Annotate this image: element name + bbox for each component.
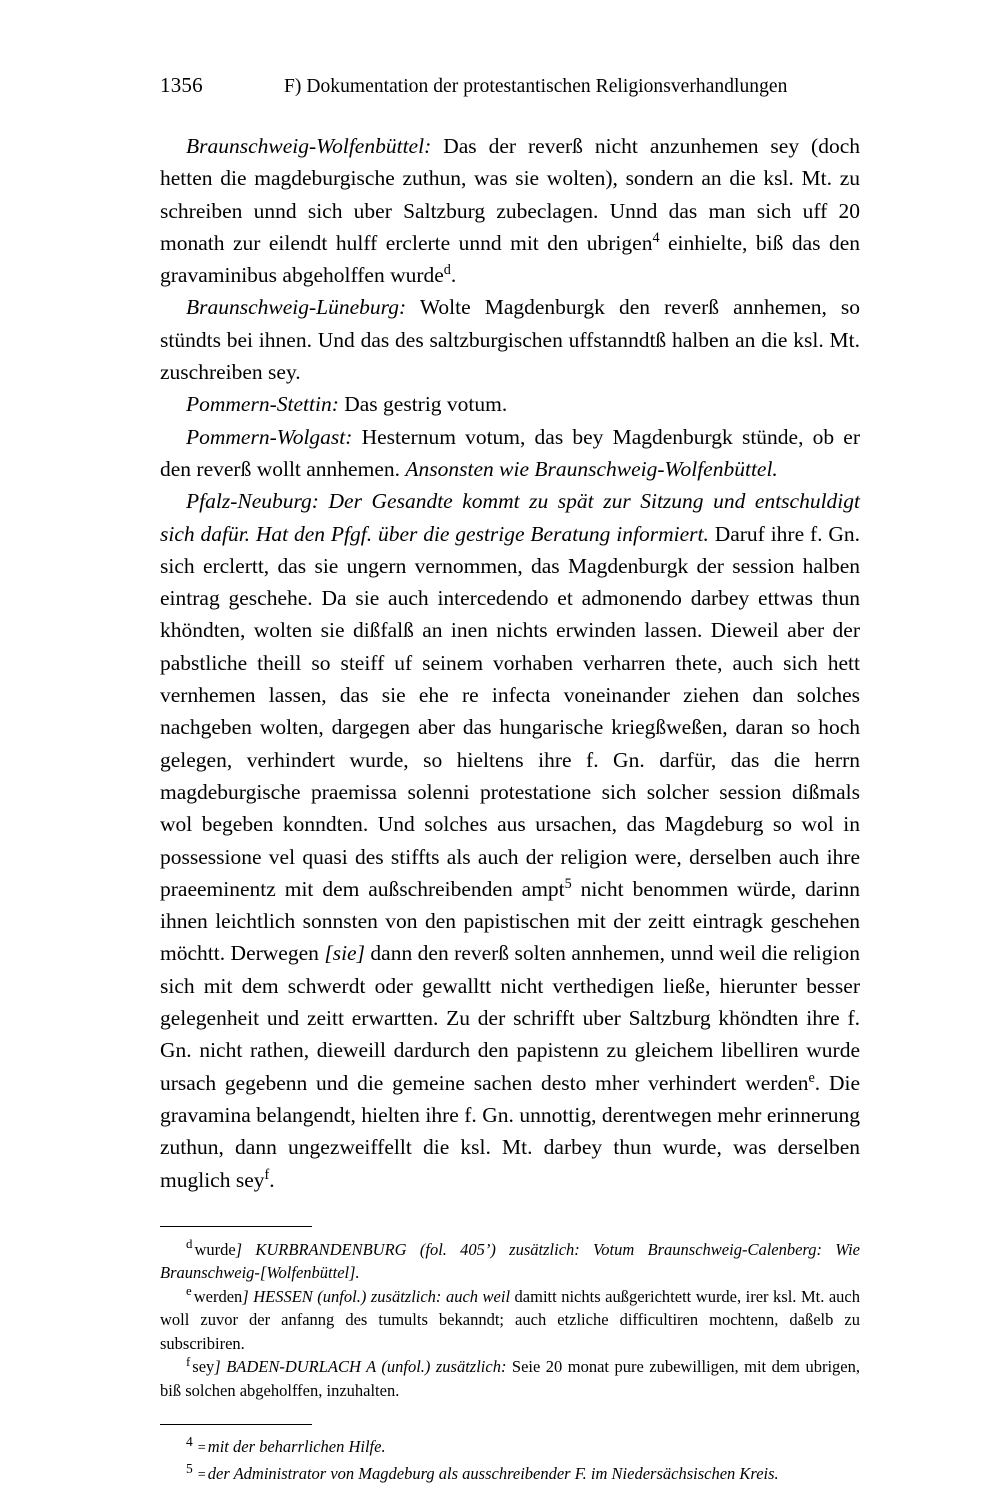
footnote-ref-4[interactable]: 4 <box>652 229 660 246</box>
page-content <box>160 72 860 1488</box>
apparatus-lemma: wurde <box>194 1239 236 1259</box>
apparatus-note-e <box>160 1285 860 1356</box>
paragraph-text-end: . <box>450 263 457 288</box>
page-number: 1356 <box>160 73 203 97</box>
paragraph-pommern-stettin <box>160 388 860 420</box>
critical-apparatus <box>160 1226 860 1403</box>
paragraph-text-cont: nicht benommen würde, darinn ihnen leichtlich sonnsten von den papistischen mit der zeitt eintragk geschehen möchtt. Derwegen <box>160 876 860 966</box>
apparatus-siglum-f: f <box>186 1354 191 1369</box>
speaker-label: Pommern-Stettin: <box>186 392 339 417</box>
apparatus-source: HESSEN (unfol.) zusätzlich: auch weil <box>248 1286 511 1306</box>
commentary-gloss: mit der beharrlichen Hilfe. <box>207 1437 386 1457</box>
apparatus-bracket: ] <box>242 1286 249 1306</box>
paragraph-pfalz-neuburg <box>160 485 860 1196</box>
apparatus-ref-f[interactable]: f <box>264 1166 270 1183</box>
commentary-footnotes <box>160 1424 860 1488</box>
body-text <box>160 130 860 1196</box>
footnote-ref-5[interactable]: 5 <box>564 875 572 892</box>
speaker-label: Pfalz-Neuburg: Der Gesandte kommt zu spät zur Sitzung und entschuldigt sich dafür. Hat den Pfgf. über die gestrige Beratung informiert. <box>160 489 860 546</box>
paragraph-text: Das der reverß nicht anzunhemen sey (doch hetten die magdeburgische zuthun, was sie wolten), sondern an die ksl. Mt. zu schreiben unnd sich uber Saltzburg zubeclagen. Unnd das man sich uff 20 monath zur eilendt hulff erclerte unnd mit den ubrigen <box>160 134 860 255</box>
apparatus-lemma: sey <box>192 1357 215 1377</box>
paragraph-text-cont2: dann den reverß solten annhemen, unnd weil die religion sich mit dem schwerdt oder gewalltt nicht verthedigen ließe, hierunter besser gelegenheit und zeitt erwartten. Zu der schrifft uber Saltzburg khöndten ihre f. Gn. nicht rathen, dieweill dardurch den papistenn zu gleichem libelliren wurde ursach gegebenn und die gemeine sachen desto mher verhindert werden <box>160 941 860 1095</box>
apparatus-lemma: werden <box>193 1286 243 1306</box>
paragraph-braunschweig-wolfenbuettel <box>160 130 860 291</box>
commentary-separator-rule <box>160 1424 312 1425</box>
header-title: F) Dokumentation der protestantischen Religionsverhandlungen <box>284 76 788 97</box>
paragraph-text-cont3: . Die gravamina belangendt, hielten ihre f. Gn. unnottig, derentwegen mehr erinnerung zuthun, dann ungezweiffellt die ksl. Mt. darbey thun wurde, was derselben muglich sey <box>160 1070 860 1192</box>
commentary-note-4 <box>160 1434 860 1461</box>
apparatus-ref-d[interactable]: d <box>443 262 451 279</box>
speaker-label: Braunschweig-Wolfenbüttel: <box>186 134 432 158</box>
apparatus-siglum-e: e <box>186 1284 192 1299</box>
equals-sign: = <box>197 1440 206 1457</box>
apparatus-plain: Seie 20 monat pure zubewilligen, mit dem ubrigen, biß solchen abgeholffen, inzuhalten. <box>160 1357 860 1400</box>
commentary-gloss: der Administrator von Magdeburg als ausschreibender F. im Niedersächsischen Kreis. <box>207 1464 779 1484</box>
running-header <box>160 72 860 100</box>
commentary-number-5: 5 <box>186 1460 193 1476</box>
apparatus-ref-e[interactable]: e <box>808 1069 815 1086</box>
equals-sign: = <box>197 1467 206 1484</box>
speaker-label: Braunschweig-Lüneburg: <box>186 295 407 320</box>
commentary-note-5 <box>160 1461 860 1488</box>
apparatus-bracket: ] <box>214 1357 221 1377</box>
apparatus-separator-rule <box>160 1226 312 1227</box>
apparatus-bracket: ] <box>235 1239 243 1259</box>
paragraph-text: Wolte Magdenburgk den reverß annhemen, so stündts bei ihnen. Und das des saltzburgischen uffstanndtß halben an die ksl. Mt. zuschreiben sey. <box>160 295 860 385</box>
paragraph-text: Daruf ihre f. Gn. sich erclertt, das sie ungern vernommen, das Magdenburgk der session halben eintrag geschehe. Da sie auch intercedendo et admonendo darbey ettwas thun khöndten, wolten sie dißfalß an inen nichts erwinden lassen. Dieweil aber der pabstliche theill so steiff uf seinem vorhaben verharren thete, auch sich hett vernhemen lassen, das sie ehe re infecta voneinander ziehen dan solches nachgeben wolten, dargegen aber das hungarische kriegßweßen, daran so hoch gelegen, verhindert wurde, so hieltens ihre f. Gn. darfür, das die herrn magdeburgische praemissa solenni protestatione sich solcher session dißmals wol begeben konndten. Und solches aus ursachen, das Magdeburg so wol in possessione vel quasi des stiffts als auch der religion were, derselben auch ihre praeeminentz mit dem außschreibenden ampt <box>160 521 860 901</box>
apparatus-note-d <box>160 1238 860 1285</box>
paragraph-text-end: . <box>269 1167 275 1192</box>
apparatus-source: BADEN-DURLACH A (unfol.) zusätzlich: <box>220 1357 507 1377</box>
paragraph-braunschweig-lueneburg <box>160 291 860 388</box>
apparatus-note-f <box>160 1355 860 1402</box>
speaker-label: Pommern-Wolgast: <box>186 424 353 449</box>
paragraph-text-cont: einhielte, biß das den gravaminibus abgeholffen wurde <box>160 230 860 288</box>
apparatus-siglum-d: d <box>186 1237 193 1252</box>
paragraph-pommern-wolgast <box>160 421 860 486</box>
apparatus-plain: damitt nichts außgerichtett wurde, irer ksl. Mt. auch woll zuvor der anfanng des tumults bekanndt; auch etzliche difficultiren mochtenn, daßelb zu subscribiren. <box>160 1286 860 1353</box>
apparatus-source: KURBRANDENBURG (fol. 405’) zusätzlich: Votum Braunschweig-Calenberg: Wie Braunschweig-[Wolfenbüttel]. <box>160 1239 860 1283</box>
editorial-insertion-sie: [sie] <box>324 941 365 966</box>
paragraph-text: Das gestrig votum. <box>338 392 508 417</box>
paragraph-editorial-note: Ansonsten wie Braunschweig-Wolfenbüttel. <box>405 456 778 481</box>
commentary-number-4: 4 <box>186 1433 193 1449</box>
paragraph-text: Hesternum votum, das bey Magdenburgk stünde, ob er den reverß wollt annhemen. <box>160 424 860 481</box>
